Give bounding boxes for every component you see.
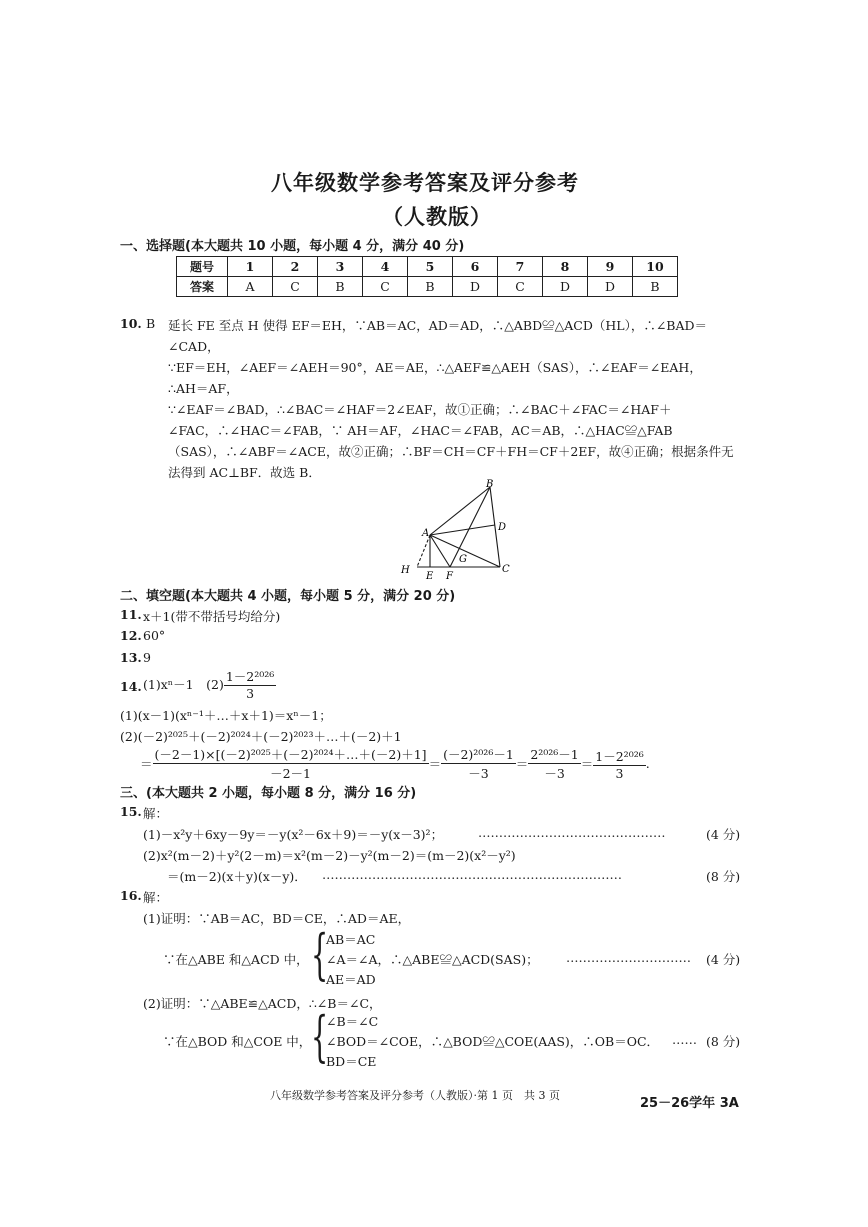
answer-table-answer-row bbox=[177, 277, 678, 297]
page-footer: 八年级数学参考答案及评分参考（人教版）·第 1 页 共 3 页 bbox=[270, 1089, 560, 1102]
q10-line: （SAS），∴∠ABF＝∠ACE，故②正确；∴BF＝CH＝CF＋FH＝CF＋2EF，故④正确；根据条件无 bbox=[168, 444, 734, 459]
q13-answer: 9 bbox=[143, 650, 151, 665]
answer-cell: D bbox=[588, 277, 633, 297]
dot-leader: ……………………………………… bbox=[478, 825, 666, 840]
q15-line: ＝(m－2)(x＋y)(x－y)． bbox=[167, 869, 307, 884]
q15-line: (1)－x²y＋6xy－9y＝－y(x²－6x＋9)＝－y(x－3)²； bbox=[143, 827, 444, 842]
fraction-numerator: 2²⁰²⁶－1 bbox=[530, 747, 579, 762]
answer-cell: C bbox=[273, 277, 318, 297]
q16-condition: AE＝AD bbox=[326, 972, 376, 987]
section2-heading: 二、填空题(本大题共 4 小题，每小题 5 分，满分 20 分) bbox=[120, 589, 456, 604]
fraction-denominator: 3 bbox=[615, 765, 624, 781]
figure-label-f: F bbox=[446, 571, 453, 582]
answer-cell: B bbox=[318, 277, 363, 297]
answer-table bbox=[176, 256, 678, 297]
fraction-denominator: 3 bbox=[246, 686, 255, 701]
fraction-denominator: －2－1 bbox=[270, 766, 311, 781]
dot-leader: ……………………………………………………………… bbox=[322, 867, 622, 882]
q16-condition: ∠B＝∠C bbox=[326, 1014, 379, 1029]
answer-cell: D bbox=[453, 277, 498, 297]
q15-score: (4 分) bbox=[706, 827, 741, 842]
equals-sign: ＝ bbox=[140, 756, 153, 772]
figure-label-g: G bbox=[459, 554, 467, 565]
q16-line: (2)证明：∵△ABE≌△ACD，∴∠B＝∠C， bbox=[143, 996, 382, 1011]
q16-number: 16. bbox=[120, 888, 142, 903]
left-brace: { bbox=[311, 923, 329, 986]
fraction-denominator: －3 bbox=[468, 766, 489, 781]
q16-line: (1)证明：∵AB＝AC，BD＝CE，∴AD＝AE， bbox=[143, 911, 411, 926]
q10-answer: B bbox=[146, 316, 156, 331]
q14-fraction-1 bbox=[153, 745, 429, 782]
fraction-numerator: (－2)²⁰²⁶－1 bbox=[443, 747, 514, 762]
q15-score: (8 分) bbox=[706, 869, 741, 884]
question-number: 7 bbox=[498, 257, 543, 277]
q16-score: (8 分) bbox=[706, 1034, 741, 1049]
figure-label-e: E bbox=[426, 571, 434, 582]
q10-line: ∵∠EAF＝∠BAD，∴∠BAC＝∠HAF＝2∠EAF，故①正确；∴∠BAC＋∠FAC＝∠HAF＋ bbox=[168, 402, 672, 417]
equals-sign: ＝ bbox=[580, 756, 594, 772]
q14-fraction bbox=[224, 667, 276, 701]
question-number: 9 bbox=[588, 257, 633, 277]
q16-condition: AB＝AC bbox=[326, 932, 376, 947]
answer-cell: C bbox=[363, 277, 408, 297]
fraction-denominator: －3 bbox=[544, 766, 565, 781]
q14-line: (2)(－2)²⁰²⁵＋(－2)²⁰²⁴＋(－2)²⁰²³＋…＋(－2)＋1 bbox=[120, 729, 402, 744]
section1-heading: 一、选择题(本大题共 10 小题，每小题 4 分，满分 40 分) bbox=[120, 239, 465, 254]
page-subtitle: （人教版） bbox=[382, 205, 492, 229]
geometry-figure bbox=[392, 478, 522, 584]
q12-answer: 60° bbox=[143, 628, 166, 643]
q10-line: 法得到 AC⊥BF．故选 B． bbox=[168, 465, 321, 480]
dot-leader: ………………………… bbox=[566, 950, 691, 965]
q16-label: 解： bbox=[143, 890, 169, 905]
question-number: 2 bbox=[273, 257, 318, 277]
question-number: 3 bbox=[318, 257, 363, 277]
row-label-number: 题号 bbox=[177, 257, 228, 277]
q13-number: 13. bbox=[120, 650, 142, 665]
q14-derivation: ＝ $\frac{\text{(－2－1)×[(－2)²⁰²⁵＋(－2)²⁰²⁴＋…＋(－2)＋1]}}{-2-1}$ ＝ $\frac{\text{(－2)²⁰²⁶－1}}{-3}$ ＝ $\frac{\text{2²⁰²⁶－1}}{-3}$ ＝ $\frac{\text{1－2²⁰²⁶}}{3}$ . bbox=[140, 747, 650, 781]
q14-fraction-3 bbox=[528, 745, 580, 782]
question-number: 5 bbox=[408, 257, 453, 277]
q12-number: 12. bbox=[120, 628, 142, 643]
answer-cell: B bbox=[408, 277, 453, 297]
q10-line: ∵EF＝EH，∠AEF＝∠AEH＝90°，AE＝AE，∴△AEF≌△AEH（SAS），∴∠EAF＝∠EAH， bbox=[168, 360, 702, 375]
q11-answer: x＋1(带不带括号均给分) bbox=[143, 609, 281, 624]
q10-number: 10. bbox=[120, 316, 142, 331]
q16-prefix: ∵在△BOD 和△COE 中， bbox=[163, 1034, 312, 1049]
figure-label-d: D bbox=[498, 522, 507, 533]
q10-line: ∠FAC，∴∠HAC＝∠FAB，∵ AH＝AF，∠HAC＝∠FAB，AC＝AB，∴△HAC≌△FAB bbox=[168, 423, 673, 438]
q14-fraction-4 bbox=[593, 747, 645, 781]
figure-label-h: H bbox=[401, 565, 410, 576]
q16-condition: ∠A＝∠A，∴△ABE≌△ACD(SAS)； bbox=[326, 952, 539, 967]
question-number: 4 bbox=[363, 257, 408, 277]
answer-cell: D bbox=[543, 277, 588, 297]
answer-cell: C bbox=[498, 277, 543, 297]
figure-label-a: A bbox=[422, 528, 430, 539]
q14-line: (1)(x－1)(xⁿ⁻¹＋…＋x＋1)＝xⁿ－1； bbox=[120, 708, 332, 723]
q14-answer bbox=[143, 667, 276, 701]
question-number: 10 bbox=[633, 257, 678, 277]
question-number: 6 bbox=[453, 257, 498, 277]
q11-number: 11. bbox=[120, 607, 142, 622]
equals-sign: ＝ bbox=[428, 756, 442, 772]
fraction-numerator: 1－2²⁰²⁶ bbox=[595, 748, 644, 764]
figure-label-c: C bbox=[502, 564, 510, 575]
page-title: 八年级数学参考答案及评分参考 bbox=[271, 171, 579, 195]
q16-condition: BD＝CE bbox=[326, 1054, 377, 1069]
q10-line: 延长 FE 至点 H 使得 EF＝EH，∵AB＝AC，AD＝AD，∴△ABD≌△ACD（HL），∴∠BAD＝ bbox=[168, 318, 708, 333]
question-number: 8 bbox=[543, 257, 588, 277]
left-brace: { bbox=[311, 1005, 329, 1068]
q14-number: 14. bbox=[120, 679, 142, 694]
q15-number: 15. bbox=[120, 804, 142, 819]
answer-table-number-row bbox=[177, 257, 678, 277]
section3-heading: 三、(本大题共 2 小题，每小题 8 分，满分 16 分) bbox=[120, 786, 417, 801]
q16-prefix: ∵在△ABE 和△ACD 中， bbox=[163, 952, 309, 967]
q10-line: ∴AH＝AF， bbox=[168, 381, 239, 396]
q16-score: (4 分) bbox=[706, 952, 741, 967]
answer-cell: B bbox=[633, 277, 678, 297]
edition-label: 25－26学年 3A bbox=[640, 1096, 739, 1111]
fraction-numerator: (－2－1)×[(－2)²⁰²⁵＋(－2)²⁰²⁴＋…＋(－2)＋1] bbox=[154, 747, 427, 762]
row-label-answer: 答案 bbox=[177, 277, 228, 297]
equals-sign: ＝ bbox=[515, 756, 529, 772]
question-number: 1 bbox=[228, 257, 273, 277]
q15-label: 解： bbox=[143, 806, 169, 821]
q14-fraction-2 bbox=[441, 745, 516, 782]
q16-condition: ∠BOD＝∠COE，∴△BOD≌△COE(AAS)，∴OB＝OC． bbox=[326, 1034, 660, 1049]
q14-part1: (1)xⁿ－1 (2) bbox=[143, 677, 224, 692]
figure-label-b: B bbox=[486, 479, 494, 490]
dot-leader: …… bbox=[672, 1032, 697, 1047]
fraction-numerator: 1－2²⁰²⁶ bbox=[225, 669, 275, 684]
q10-line: ∠CAD， bbox=[168, 339, 220, 354]
q15-line: (2)x²(m－2)＋y²(2－m)＝x²(m－2)－y²(m－2)＝(m－2)(x²－y²) bbox=[143, 848, 516, 863]
answer-cell: A bbox=[228, 277, 273, 297]
